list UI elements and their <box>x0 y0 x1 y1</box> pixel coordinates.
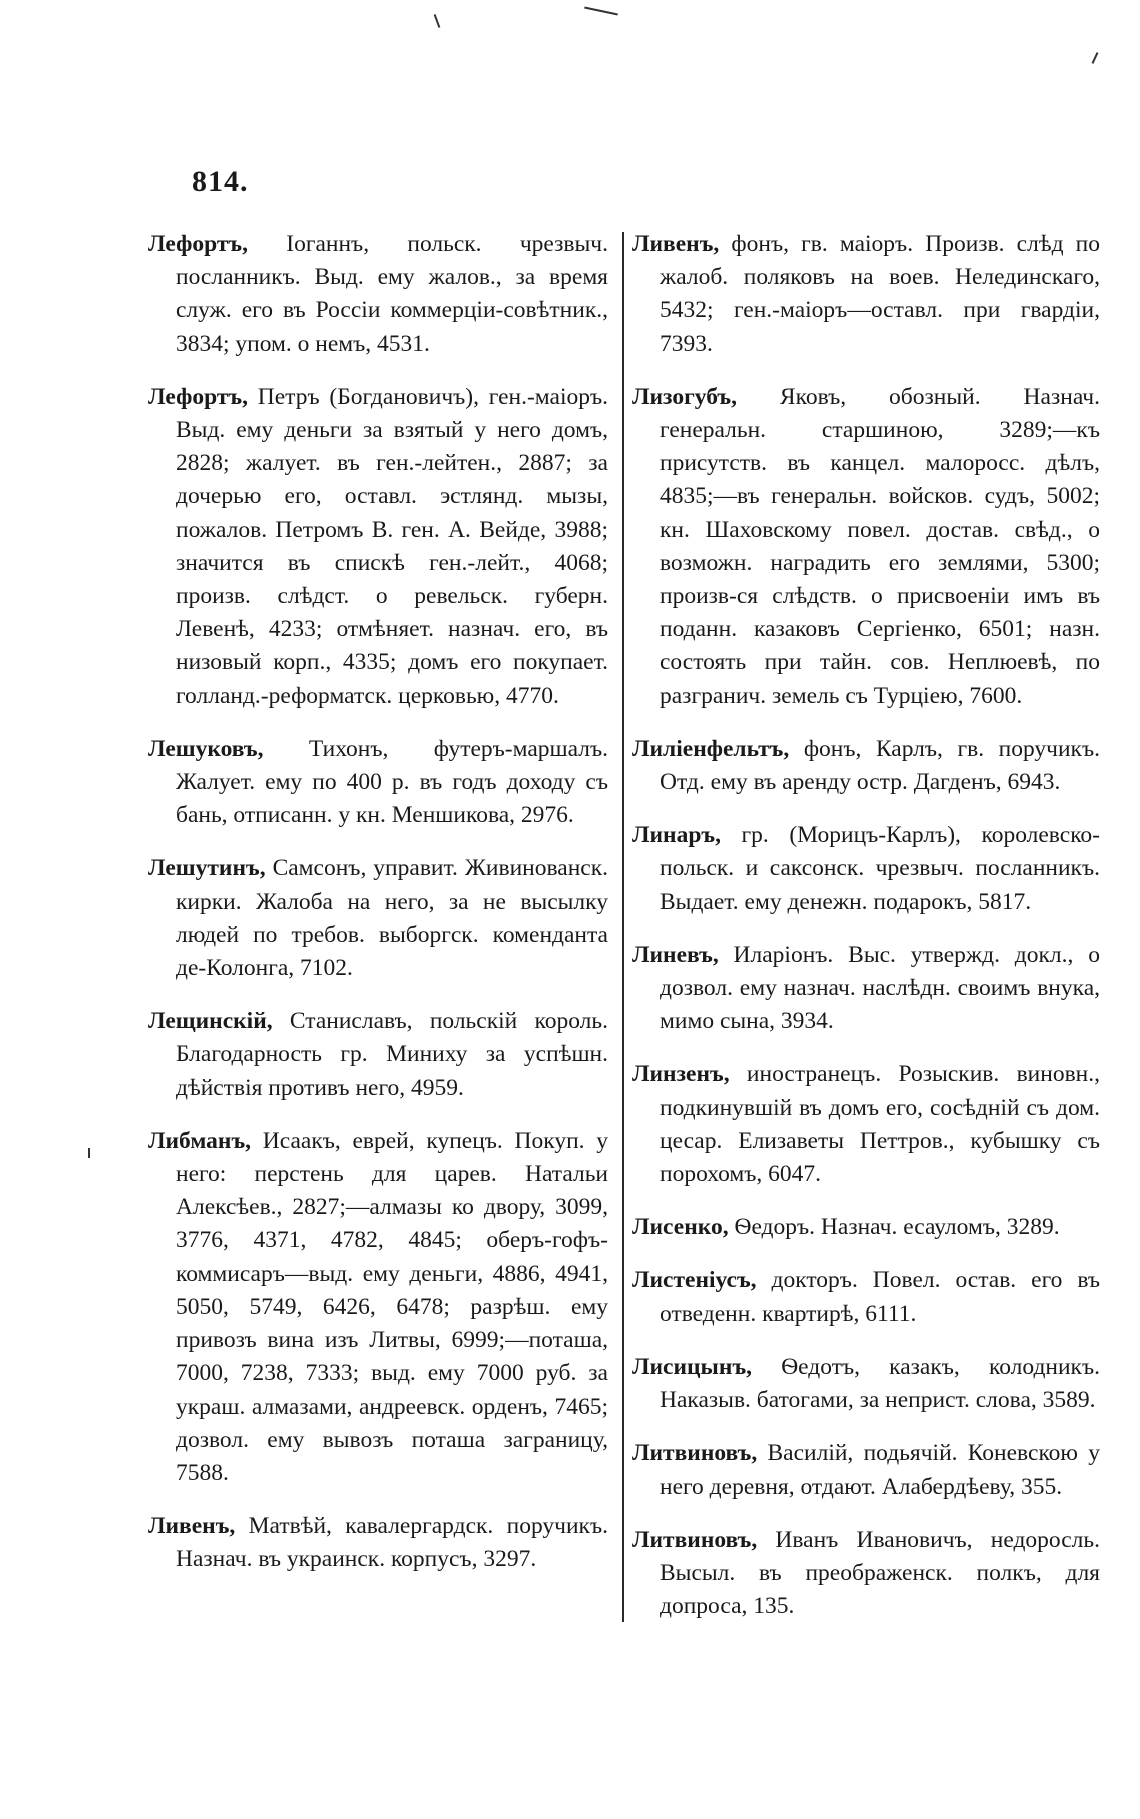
entry-headword: Либманъ, <box>148 1127 252 1154</box>
index-entry <box>632 1437 1100 1503</box>
entry-text: Петръ (Богдановичъ), ген.-маіоръ. Выд. ему деньги за взятый у него домъ, 2828; жалует. въ ген.-лейтен., 2887; за дочерью его, оставл. эстлянд. мызы, пожалов. Петромъ В. ген. А. Вейде, 3988; значится въ спискѣ ген.-лейт., 4068; произв. слѣдст. о ревельск. губерн. Левенѣ, 4233; отмѣняет. назнач. его, въ низовый корп., 4335; домъ его покупает. голланд.-реформатск. церковью, 4770. <box>176 383 608 709</box>
index-entry <box>632 1211 1100 1244</box>
entry-text: Матвѣй, кавалергардск. поручикъ. Назнач. въ украинск. корпусъ, 3297. <box>176 1513 608 1573</box>
index-entry <box>148 733 608 833</box>
entry-text: Станиславъ, польскій король. Благодарность гр. Миниху за успѣшн. дѣйствія противъ него, 4959. <box>176 1008 608 1101</box>
entry-headword: Лефортъ, <box>148 231 248 257</box>
entry-text: Иларіонъ. Выс. утвержд. докл., о дозвол. ему назнач. наслѣдн. своимъ внука, мимо сына, 3934. <box>660 941 1100 1035</box>
entry-text: Іоганнъ, польск. чрезвыч. посланникъ. Выд. ему жалов., за время служ. его въ Россіи коммерціи-совѣтник., 3834; упом. о немъ, 4531. <box>176 231 608 357</box>
entry-text: иностранецъ. Розыскив. виновн., подкинувшій въ домъ его, сосѣдній съ дом. цесар. Елизаветы Петтров., кубышку съ порохомъ, 6047. <box>660 1061 1100 1188</box>
index-entry <box>632 819 1100 919</box>
entry-text: Тихонъ, футеръ-маршалъ. Жалует. ему по 400 р. въ годъ доходу съ бань, отписанн. у кн. Меншикова, 2976. <box>176 735 608 829</box>
entry-headword: Литвиновъ, <box>632 1440 758 1467</box>
entry-headword: Линевъ, <box>632 941 719 968</box>
index-entry <box>148 852 608 985</box>
index-entry <box>632 939 1100 1039</box>
entry-text: Исаакъ, еврей, купецъ. Покуп. у него: перстень для царев. Натальи Алексѣев., 2827;—алмазы ко двору, 3099, 3776, 4371, 4782, 4845; оберъ-гофъ-коммисаръ—выд. ему деньги, 4886, 4941, 5050, 5749, 6426, 6478; разрѣш. ему привозъ вина изъ Литвы, 6999;—поташа, 7000, 7238, 7333; выд. ему 7000 руб. за украш. алмазами, андреевск. орденъ, 7465; дозвол. ему вывозъ поташа заграницу, 7588. <box>176 1127 608 1486</box>
entry-text: Василій, подьячій. Коневскою у него деревня, отдают. Алабердѣеву, 355. <box>660 1440 1100 1500</box>
entry-headword: Лизогубъ, <box>632 383 737 410</box>
entry-text: Иванъ Ивановичъ, недоросль. Высыл. въ преображенск. полкъ, для допроса, 135. <box>660 1526 1100 1620</box>
entry-headword: Лиліенфельтъ, <box>632 735 790 762</box>
index-entry <box>632 1058 1100 1191</box>
entry-text: докторъ. Повел. остав. его въ отведенн. квартирѣ, 6111. <box>660 1267 1100 1327</box>
index-entry <box>632 1524 1100 1624</box>
index-entry <box>632 733 1100 799</box>
right-column <box>632 228 1100 1643</box>
page-number: 814. <box>192 165 249 198</box>
entry-headword: Лефортъ, <box>148 383 248 410</box>
column-divider <box>622 232 624 1622</box>
entry-headword: Лисицынъ, <box>632 1353 753 1380</box>
index-entry <box>148 1125 608 1490</box>
entry-headword: Линаръ, <box>632 822 721 849</box>
entry-headword: Лисенко, <box>632 1214 729 1241</box>
index-entry <box>148 228 608 361</box>
index-entry <box>148 1005 608 1105</box>
entry-text: Ѳедотъ, казакъ, колодникъ. Наказыв. батогами, за неприст. слова, 3589. <box>660 1353 1100 1414</box>
entry-text: Самсонъ, управит. Живинованск. кирки. Жалоба на него, за не высылку людей по требов. выборгск. коменданта де-Колонга, 7102. <box>176 855 608 982</box>
index-entry <box>632 1264 1100 1330</box>
entry-text: фонъ, гв. маіоръ. Произв. слѣд по жалоб. поляковъ на воев. Нелединскаго, 5432; ген.-маіоръ—оставл. при гвардіи, 7393. <box>660 231 1100 357</box>
entry-text: Яковъ, обозный. Назнач. генеральн. старшиною, 3289;—къ присутств. въ канцел. малоросс. дѣлъ, 4835;—въ генеральн. войсков. судъ, 5002; кн. Шаховскому повел. достав. свѣд., о возможн. наградить его землями, 5300; произв-ся слѣдств. о присвоеніи имъ въ поданн. казаковъ Сергіенко, 6501; назн. состоять при тайн. сов. Неплюевѣ, по разгранич. земель съ Турціею, 7600. <box>660 383 1100 709</box>
entry-text: гр. (Морицъ-Карлъ), королевско-польск. и саксонск. чрезвыч. посланникъ. Выдает. ему денежн. подарокъ, 5817. <box>660 822 1100 915</box>
entry-headword: Ливенъ, <box>632 231 720 257</box>
entry-text: фонъ, Карлъ, гв. поручикъ. Отд. ему въ аренду остр. Дагденъ, 6943. <box>660 735 1100 796</box>
entry-headword: Лешутинъ, <box>148 855 266 882</box>
entry-headword: Литвиновъ, <box>632 1526 758 1553</box>
entry-headword: Листеніусъ, <box>632 1267 757 1294</box>
scan-mark <box>1092 52 1099 64</box>
scan-mark <box>88 1148 90 1158</box>
entry-text: Ѳедоръ. Назнач. есауломъ, 3289. <box>728 1214 1060 1241</box>
left-column <box>148 228 608 1597</box>
scan-mark <box>434 14 441 28</box>
index-entry <box>148 1510 608 1576</box>
index-entry <box>632 381 1100 713</box>
entry-headword: Ливенъ, <box>148 1513 236 1540</box>
entry-headword: Линзенъ, <box>632 1061 730 1088</box>
index-entry <box>148 381 608 713</box>
entry-headword: Лещинскій, <box>148 1008 273 1035</box>
scan-mark <box>584 6 618 15</box>
entry-headword: Лешуковъ, <box>148 735 264 762</box>
index-entry <box>632 228 1100 361</box>
index-entry <box>632 1351 1100 1417</box>
